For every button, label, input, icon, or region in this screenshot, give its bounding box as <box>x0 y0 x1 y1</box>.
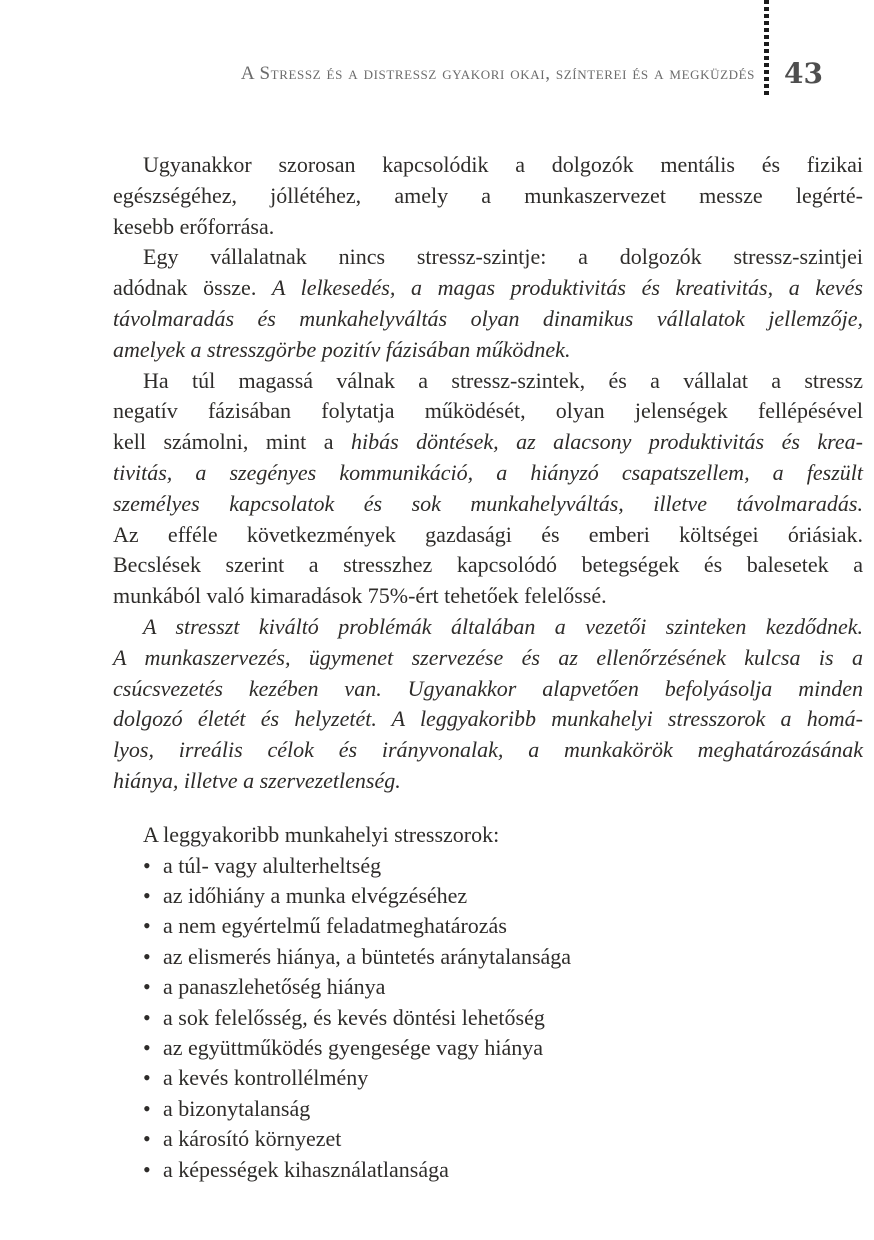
text-line <box>113 489 863 520</box>
text-line <box>113 704 863 735</box>
italic-text-segment: A lelkesedés, a magas produktivitás és kreativitás, a kevés <box>271 275 863 301</box>
text-line <box>113 366 863 397</box>
page-number: 43 <box>784 57 823 90</box>
text-line <box>113 735 863 766</box>
list-intro: A leggyakoribb munkahelyi stresszorok: <box>143 821 500 847</box>
list-item-text: a kevés kontrollélmény <box>163 1065 369 1091</box>
header-divider-dotted-rule <box>764 0 769 98</box>
text-segment: munkából való kimaradások 75%-ért tehetőek felelőssé. <box>113 583 607 609</box>
text-segment: Becslések szerint a stresszhez kapcsolódó betegségek és balesetek a <box>113 552 863 578</box>
stressor-list-block <box>113 820 863 1185</box>
bullet-icon: • <box>143 943 151 969</box>
list-item-text: a nem egyértelmű feladatmeghatározás <box>163 913 507 939</box>
italic-text-segment: tivitás, a szegényes kommunikáció, a hiányzó csapatszellem, a feszült <box>113 459 863 485</box>
text-segment: egészségéhez, jóllétéhez, amely a munkaszervezet messze legérté- <box>113 182 863 208</box>
bullet-icon: • <box>143 1004 151 1030</box>
text-line <box>113 242 863 273</box>
bullet-icon: • <box>143 913 151 939</box>
list-item-text: a panaszlehetőség hiánya <box>163 974 386 1000</box>
list-item-text: a károsító környezet <box>163 1126 342 1152</box>
list-item <box>113 942 863 972</box>
list-item-text: az elismerés hiánya, a büntetés aránytalansága <box>163 943 572 969</box>
list-item-text: a sok felelősség, és kevés döntési lehetőség <box>163 1004 545 1030</box>
list-item <box>113 1063 863 1093</box>
list-item-text: a túl- vagy alulterheltség <box>163 852 382 878</box>
text-line <box>113 643 863 674</box>
text-segment: kell számolni, mint a <box>113 429 351 455</box>
text-line <box>113 612 863 643</box>
body-text <box>113 150 863 1185</box>
text-line <box>113 212 863 243</box>
bullet-icon: • <box>143 852 151 878</box>
list-item <box>113 1094 863 1124</box>
stressor-list <box>113 851 863 1185</box>
bullet-icon: • <box>143 1034 151 1060</box>
list-item <box>113 1033 863 1063</box>
text-line <box>113 181 863 212</box>
italic-text-segment: hiánya, illetve a szervezetlenség. <box>113 767 401 793</box>
text-segment: adódnak össze. <box>113 275 272 301</box>
bullet-icon: • <box>143 1065 151 1091</box>
italic-text-segment: csúcsvezetés kezében van. Ugyanakkor alapvetően befolyásolja minden <box>113 675 863 701</box>
text-line <box>113 458 863 489</box>
list-item-text: a képességek kihasználatlansága <box>163 1156 449 1182</box>
italic-text-segment: A munkaszervezés, ügymenet szervezése és az ellenőrzésének kulcsa is a <box>113 644 863 670</box>
text-line <box>113 427 863 458</box>
running-header: A Stressz és a distressz gyakori okai, színterei és a megküzdés <box>240 63 755 84</box>
text-line <box>113 550 863 581</box>
italic-text-segment: hibás döntések, az alacsony produktivitás és krea- <box>350 429 863 455</box>
list-item-text: az együttműködés gyengesége vagy hiánya <box>163 1034 543 1060</box>
paragraph <box>113 242 863 365</box>
text-segment: Ugyanakkor szorosan kapcsolódik a dolgozók mentális és fizikai <box>143 152 863 177</box>
paragraph <box>113 612 863 797</box>
bullet-icon: • <box>143 1126 151 1152</box>
text-segment: negatív fázisában folytatja működését, olyan jelenségek fellépésével <box>113 398 863 424</box>
list-item <box>113 1155 863 1185</box>
paragraph <box>113 366 863 612</box>
text-segment: kesebb erőforrása. <box>113 213 275 239</box>
text-line <box>113 335 863 366</box>
bullet-icon: • <box>143 882 151 908</box>
list-item-text: az időhiány a munka elvégzéséhez <box>163 882 468 908</box>
list-item <box>113 851 863 881</box>
text-line <box>113 396 863 427</box>
paragraphs-container <box>113 150 863 797</box>
paragraph <box>113 150 863 242</box>
list-item <box>113 1003 863 1033</box>
text-line <box>113 581 863 612</box>
list-item <box>113 911 863 941</box>
italic-text-segment: távolmaradás és munkahelyváltás olyan dinamikus vállalatok jellemzője, <box>113 305 863 331</box>
text-line <box>113 273 863 304</box>
list-item <box>113 1124 863 1154</box>
text-line <box>113 150 863 181</box>
italic-text-segment: dolgozó életét és helyzetét. A leggyakoribb munkahelyi stresszorok a homá- <box>113 706 863 732</box>
text-segment: Az efféle következmények gazdasági és emberi költségei óriásiak. <box>113 521 863 547</box>
text-segment: Ha túl magassá válnak a stressz-szintek, és a vállalat a stressz <box>143 367 863 393</box>
italic-text-segment: lyos, irreális célok és irányvonalak, a munkakörök meghatározásának <box>113 737 863 763</box>
text-line <box>113 304 863 335</box>
text-line <box>113 766 863 797</box>
italic-text-segment: A stresszt kiváltó problémák általában a vezetői szinteken kezdődnek. <box>143 613 863 639</box>
text-line <box>113 520 863 551</box>
italic-text-segment: személyes kapcsolatok és sok munkahelyváltás, illetve távolmaradás. <box>113 490 863 516</box>
italic-text-segment: amelyek a stresszgörbe pozitív fázisában működnek. <box>113 336 571 362</box>
bullet-icon: • <box>143 1156 151 1182</box>
list-item <box>113 972 863 1002</box>
text-line <box>113 674 863 705</box>
bullet-icon: • <box>143 1095 151 1121</box>
list-item <box>113 881 863 911</box>
list-item-text: a bizonytalanság <box>163 1095 311 1121</box>
text-segment: Egy vállalatnak nincs stressz-szintje: a dolgozók stressz-szintjei <box>143 244 863 270</box>
bullet-icon: • <box>143 974 151 1000</box>
